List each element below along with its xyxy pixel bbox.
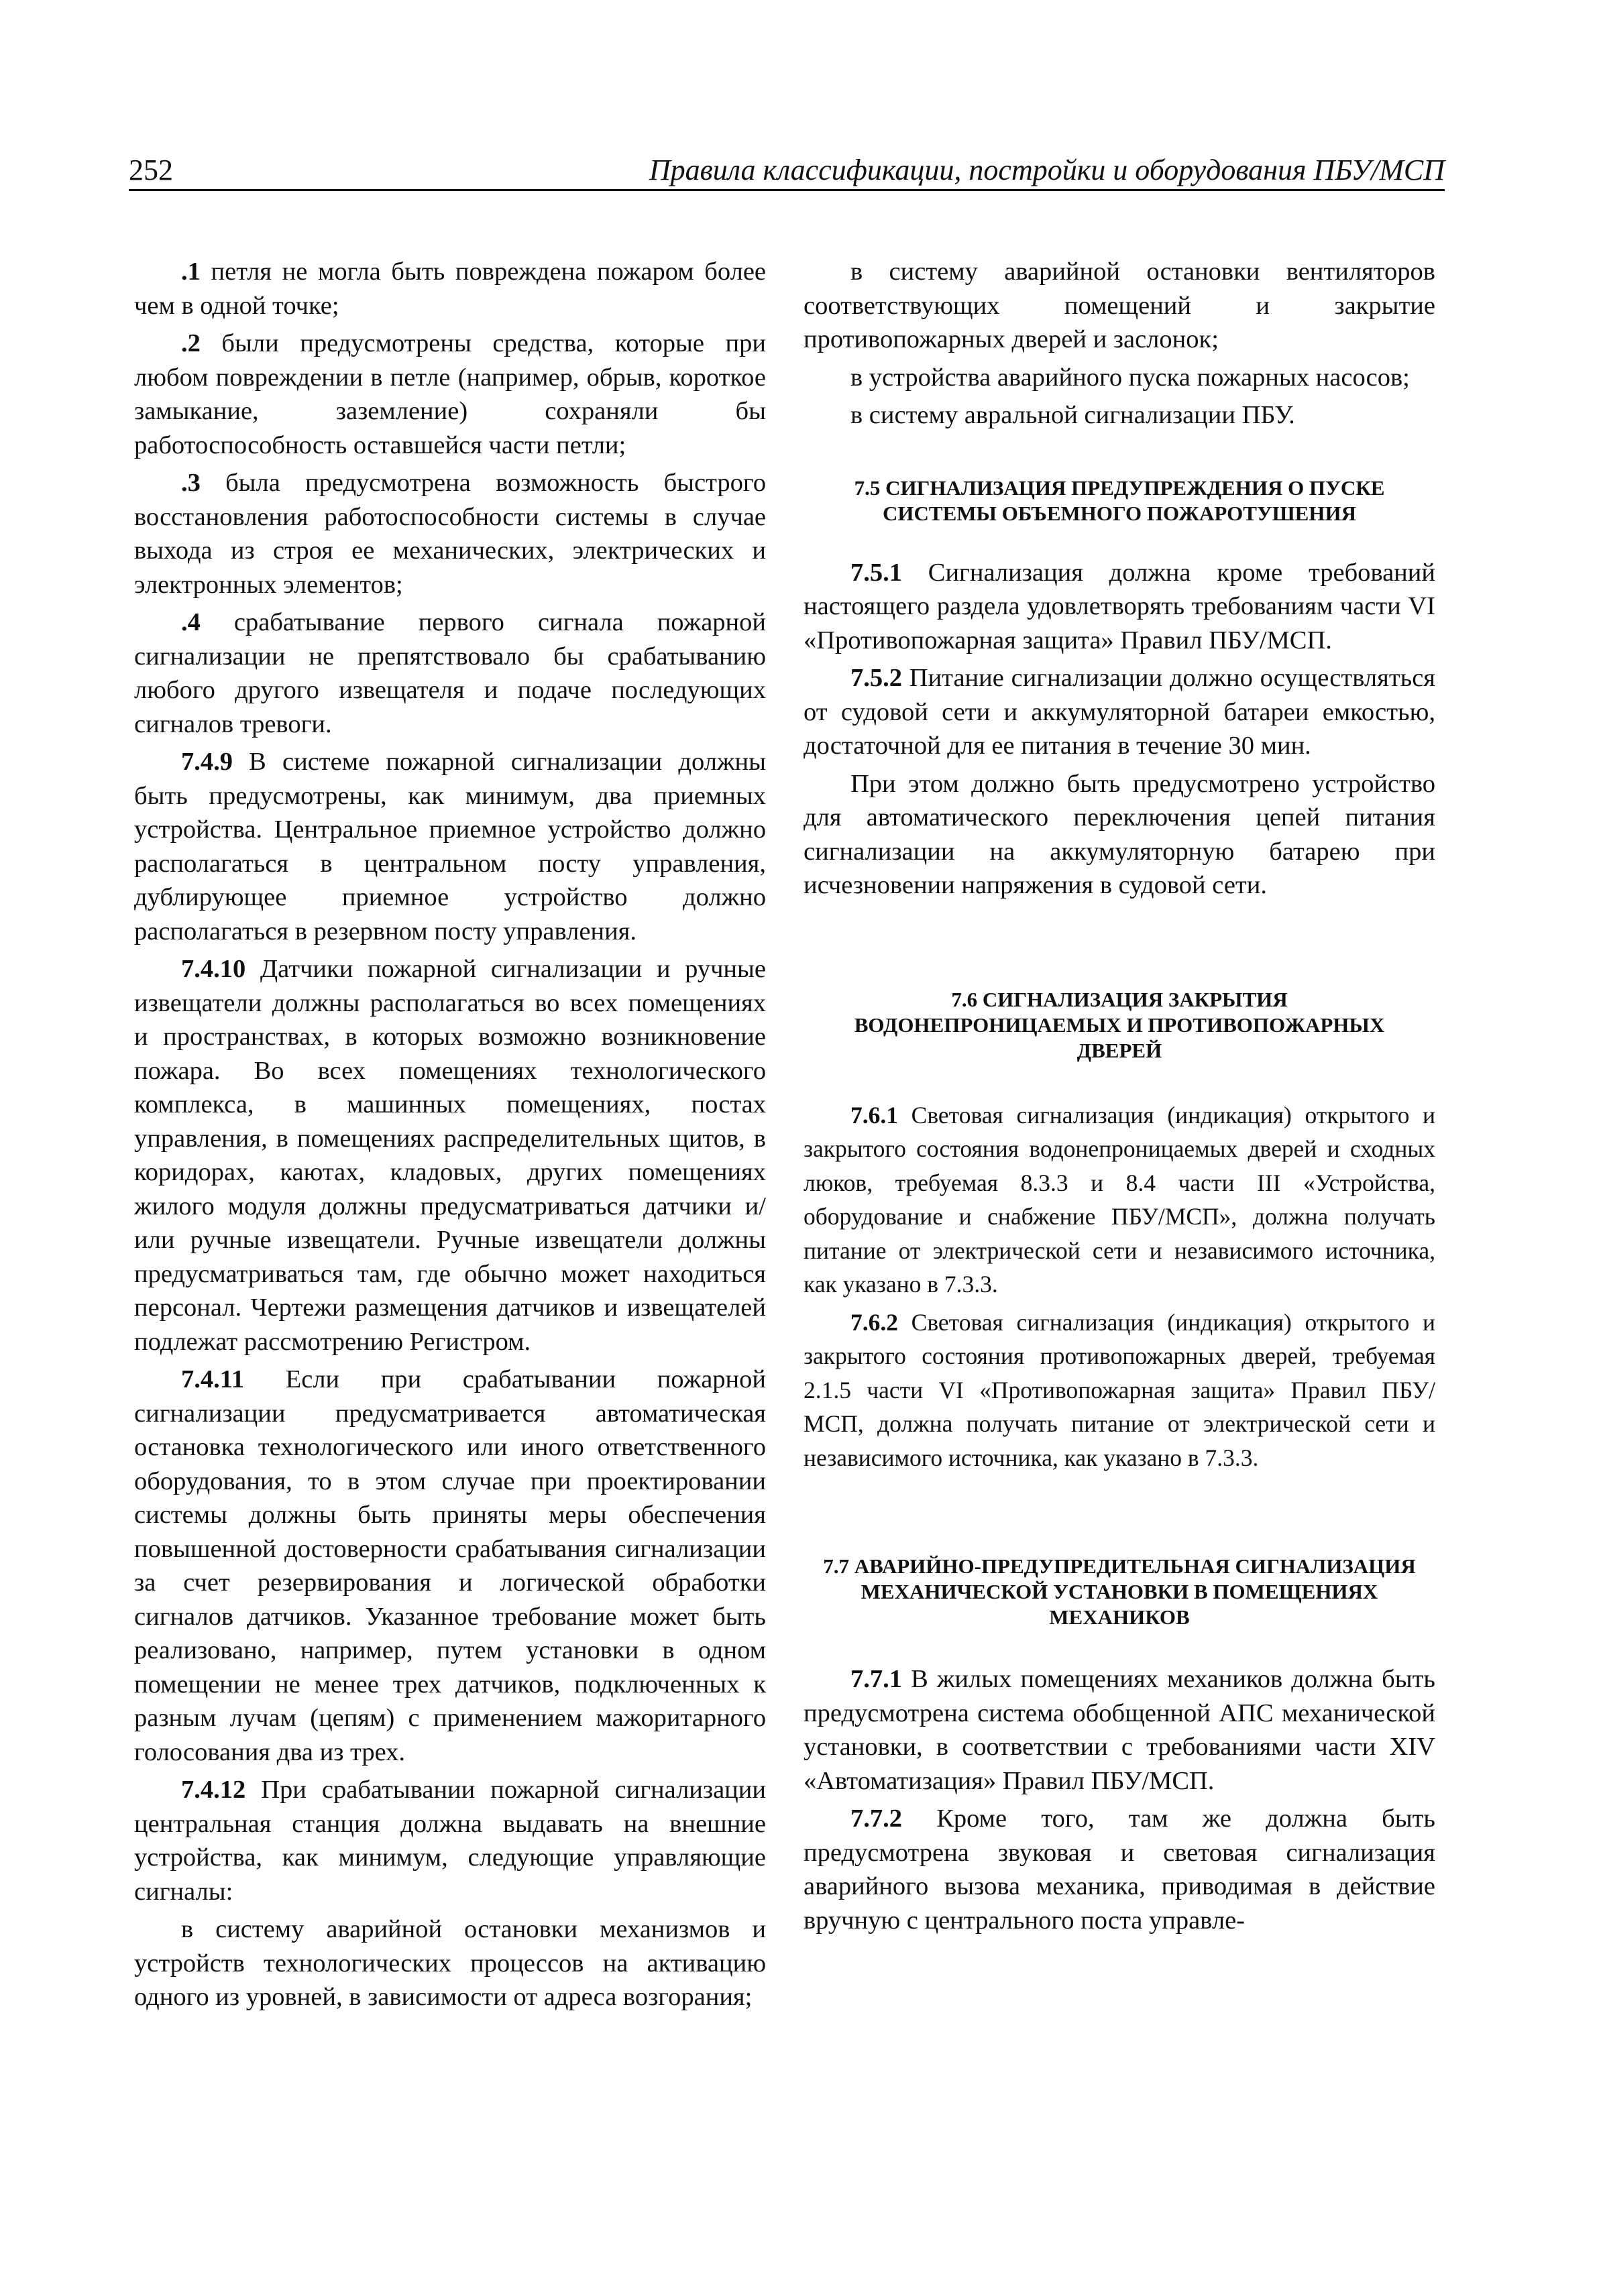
- clause-number: 7.5.2: [850, 664, 902, 692]
- paragraph-signal-list-item: в систему аварийной остановки механизмов и устройств технологических процессов на активацию одного из уровней, в зависимости от адреса возгорания;: [134, 1915, 766, 2011]
- paragraph-text: Датчики пожарной сигнализации и ручные извещатели должны располагаться во всех помещениях и пространствах, в которых возможно возникновение пожара. Во всех помещениях технологического комплекса, в машинных помещениях, постах управления, в помещениях распределительных щитов, в коридорах, каютах, кладовых, других помещениях жилого модуля должны предусматриваться датчики и/или ручные извещатели. Ручные извещатели должны предусматриваться там, где обычно может находиться персонал. Чертежи размещения датчиков и извещателей подлежат рассмотрению Регистром.: [134, 955, 766, 1356]
- paragraph-7-4-11: [134, 1363, 766, 1769]
- paragraph-text: Кроме того, там же должна быть предусмотрена звуковая и световая сигнализация аварийного вызова механика, приводимая в действие вручную с центрального поста управле-: [804, 1804, 1435, 1935]
- left-column: [134, 255, 766, 2018]
- paragraph-text: срабатывание первого сигнала пожарной сигнализации не препятствовало бы срабатыванию любого другого извещателя и подаче последующих сигналов тревоги.: [134, 608, 766, 738]
- paragraph-7-4-9: [134, 745, 766, 948]
- paragraph-7-5-2-continued: При этом должно быть предусмотрено устройство для автоматического переключения цепей питания сигнализации на аккумуляторную батарею при исчезновении напряжения в судовой сети.: [804, 769, 1435, 899]
- page-header: [129, 139, 1445, 191]
- clause-number: 7.4.9: [181, 748, 233, 776]
- paragraph-7-5-2: [804, 661, 1435, 763]
- clause-number: 7.4.10: [181, 955, 246, 983]
- item-number: .1: [181, 257, 201, 286]
- paragraph-text: При срабатывании пожарной сигнализации центральная станция должна выдавать на внешние устройства, как минимум, следующие управляющие сигналы:: [134, 1776, 766, 1906]
- section-heading-7-5: 7.5 СИГНАЛИЗАЦИЯ ПРЕДУПРЕЖДЕНИЯ О ПУСКЕ СИСТЕМЫ ОБЪЕМНОГО ПОЖАРОТУШЕНИЯ: [854, 475, 1385, 525]
- section-heading-7-7: 7.7 АВАРИЙНО-ПРЕДУПРЕДИТЕЛЬНАЯ СИГНАЛИЗАЦИЯ МЕХАНИЧЕСКОЙ УСТАНОВКИ В ПОМЕЩЕНИЯХ МЕХАНИКОВ: [823, 1554, 1416, 1629]
- clause-number: 7.4.12: [181, 1776, 246, 1804]
- paragraph-text: В системе пожарной сигнализации должны быть предусмотрены, как минимум, два приемных устройства. Центральное приемное устройство должно располагаться в центральном посту управления, дублирующее приемное устройство должно располагаться в резервном посту управления.: [134, 748, 766, 945]
- paragraph-7-4-10: [134, 952, 766, 1359]
- paragraph-4: [134, 606, 766, 741]
- paragraph-7-4-12: [134, 1773, 766, 1908]
- paragraph-text: были предусмотрены средства, которые при любом повреждении в петле (например, обрыв, короткое замыкание, заземление) сохраняли бы работоспособность оставшейся части петли;: [134, 329, 766, 459]
- paragraph-3: [134, 466, 766, 601]
- clause-number: 7.6.1: [850, 1101, 898, 1129]
- paragraph-text: была предусмотрена возможность быстрого восстановления работоспособности системы в случае выхода из строя ее механических, электрических и электронных элементов;: [134, 469, 766, 599]
- paragraph-text: Световая сигнализация (индикация) открытого и закрытого состояния противопожарных дверей, требуемая 2.1.5 части VI «Противопожарная защита» Правил ПБУ/МСП, должна получать питание от электрической сети и независимого источника, как указано в 7.3.3.: [804, 1308, 1435, 1471]
- item-number: .2: [181, 329, 201, 357]
- paragraph-7-7-2: [804, 1802, 1435, 1937]
- clause-number: 7.7.2: [850, 1804, 902, 1833]
- paragraph-text: петля не могла быть повреждена пожаром более чем в одной точке;: [134, 257, 766, 320]
- paragraph-text: Если при срабатывании пожарной сигнализации предусматривается автоматическая остановка технологического или иного ответственного оборудования, то в этом случае при проектировании системы должны быть приняты меры обеспечения повышенной достоверности срабатывания сигнализации за счет резервирования и логической обработки сигналов датчиков. Указанное требование может быть реализовано, например, путем установки в одном помещении не менее трех датчиков, подключенных к разным лучам (цепям) с применением мажоритарного голосования два из трех.: [134, 1365, 766, 1766]
- paragraph-text: Световая сигнализация (индикация) открытого и закрытого состояния водонепроницаемых дверей и сходных люков, требуемая 8.3.3 и 8.4 части III «Устройства, оборудование и снабжение ПБУ/МСП», должна получать питание от электрической сети и независимого источника, как указано в 7.3.3.: [804, 1101, 1435, 1298]
- paragraph-1: [134, 255, 766, 323]
- clause-number: 7.6.2: [850, 1308, 898, 1336]
- clause-number: 7.4.11: [181, 1365, 245, 1393]
- paragraph-signal-list-item: в устройства аварийного пуска пожарных насосов;: [850, 363, 1410, 392]
- paragraph-text: Питание сигнализации должно осуществляться от судовой сети и аккумуляторной батареи емкостью, достаточной для ее питания в течение 30 мин.: [804, 664, 1435, 760]
- running-title: Правила классификации, постройки и оборудования ПБУ/МСП: [649, 154, 1445, 186]
- paragraph-7-6-1: [804, 1098, 1435, 1302]
- paragraph-text: В жилых помещениях механиков должна быть предусмотрена система обобщенной АПС механической установки, в соответствии с требованиями части XIV «Автоматизация» Правил ПБУ/МСП.: [804, 1665, 1435, 1795]
- page-number: 252: [129, 154, 173, 186]
- right-column: [804, 255, 1435, 1941]
- paragraph-7-5-1: [804, 556, 1435, 658]
- paragraph-text: Сигнализация должна кроме требований настоящего раздела удовлетворять требованиям части VI «Противопожарная защита» Правил ПБУ/МСП.: [804, 558, 1435, 654]
- clause-number: 7.5.1: [850, 558, 902, 587]
- section-heading-7-6: 7.6 СИГНАЛИЗАЦИЯ ЗАКРЫТИЯ ВОДОНЕПРОНИЦАЕМЫХ И ПРОТИВОПОЖАРНЫХ ДВЕРЕЙ: [854, 987, 1385, 1062]
- paragraph-signal-list-item: в систему авральной сигнализации ПБУ.: [850, 401, 1295, 429]
- item-number: .3: [181, 469, 201, 497]
- paragraph-7-7-1: [804, 1662, 1435, 1798]
- clause-number: 7.7.1: [850, 1665, 902, 1693]
- item-number: .4: [181, 608, 201, 636]
- paragraph-7-6-2: [804, 1306, 1435, 1475]
- paragraph-2: [134, 327, 766, 462]
- paragraph-signal-list-item: в систему аварийной остановки вентиляторов соответствующих помещений и закрытие противопожарных дверей и заслонок;: [804, 257, 1435, 353]
